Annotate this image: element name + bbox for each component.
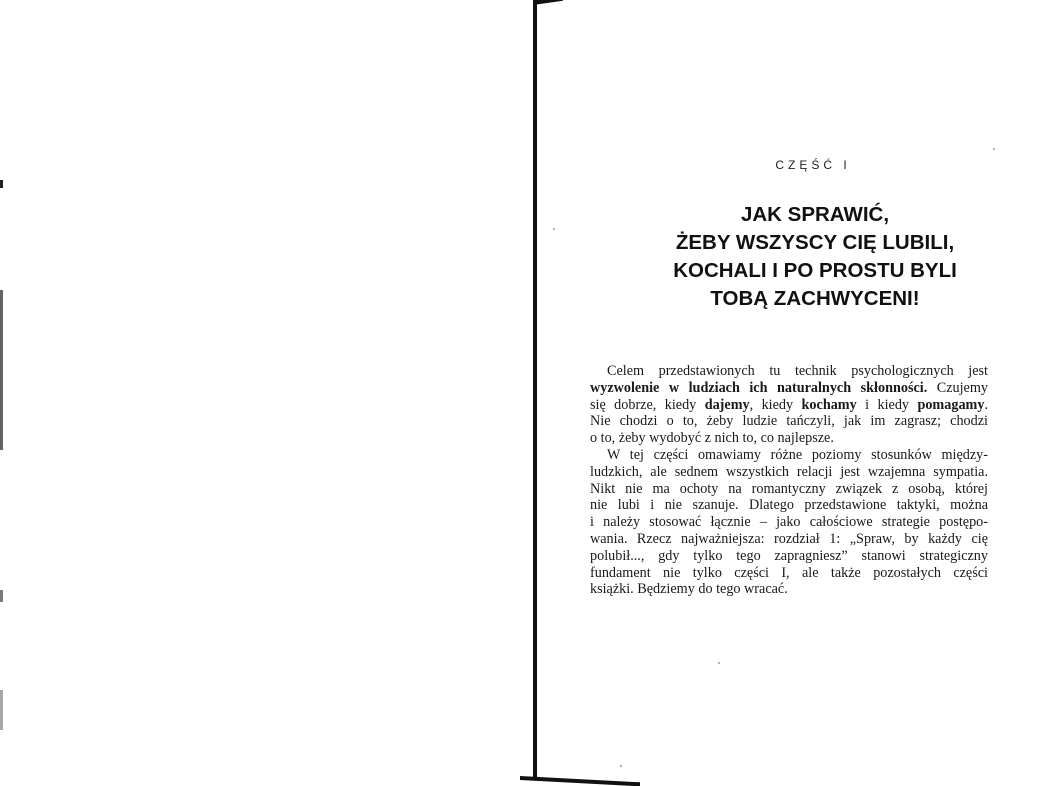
paragraph-1-line: [590, 397, 988, 414]
paragraph-2-line: książki. Będziemy do tego wracać.: [590, 581, 788, 598]
bold-phrase: wyzwolenie w ludziach ich naturalnych skłonności.: [590, 379, 928, 396]
text-run: Czujemy: [927, 379, 988, 396]
paragraph-1-line: Nie chodzi o to, żeby ludzie tańczyli, jak im zagrasz; chodzi: [590, 413, 988, 430]
paragraph-1-line: [590, 380, 988, 397]
paragraph-2-line: W tej części omawiamy różne poziomy stosunków między-: [607, 446, 988, 463]
paragraph-2-line: ludzkich, ale sednem wszystkich relacji jest wzajemna sympatia.: [590, 463, 988, 480]
bold-word: pomagamy: [917, 396, 985, 413]
paragraph-2-line: i należy stosować łącznie – jako całościowe strategie postępo-: [590, 514, 988, 531]
title-line: TOBĄ ZACHWYCENI!: [710, 287, 920, 310]
scan-speck: [620, 765, 622, 767]
paragraph-2-line: nie lubi i nie szanuje. Dlatego przedstawione taktyki, można: [590, 497, 988, 514]
paragraph-2-line: polubił..., gdy tylko tego zapragniesz” stanowi strategiczny: [590, 547, 988, 564]
title-line: JAK SPRAWIĆ,: [740, 203, 890, 226]
left-edge-scan-mark: [0, 180, 3, 188]
scan-speck: [993, 148, 995, 150]
paragraph-1-line: o to, żeby wydobyć z nich to, co najlepsze.: [590, 430, 834, 447]
left-edge-scan-mark: [0, 690, 3, 730]
paragraph-2-line: wania. Rzecz najważniejsza: rozdział 1: „Spraw, by każdy cię: [590, 530, 988, 547]
left-edge-scan-mark: [0, 590, 3, 602]
chapter-title: [590, 201, 1040, 313]
paragraph-2-line: fundament nie tylko części I, ale także pozostałych części: [590, 564, 988, 581]
text-run: .: [984, 396, 988, 413]
paragraph-1-line: Celem przedstawionych tu technik psychologicznych jest: [607, 363, 988, 379]
book-spine-shadow: [533, 0, 537, 780]
bold-word: dajemy: [704, 396, 750, 413]
scan-speck: [718, 662, 720, 664]
text-run: , kiedy: [749, 396, 802, 413]
scan-speck: [553, 228, 555, 230]
right-page: [538, 0, 1056, 785]
left-edge-scan-mark: [0, 290, 3, 450]
title-line: KOCHALI I PO PROSTU BYLI: [673, 259, 957, 282]
part-label: CZĘŚĆ I: [775, 158, 851, 172]
body-text: [590, 363, 988, 598]
text-run: i kiedy: [856, 396, 918, 413]
text-run: się dobrze, kiedy: [590, 396, 705, 413]
paragraph-2-line: Nikt nie ma ochoty na romantyczny związek z osobą, której: [590, 480, 988, 497]
title-line: ŻEBY WSZYSCY CIĘ LUBILI,: [675, 231, 955, 254]
bold-word: kochamy: [801, 396, 857, 413]
